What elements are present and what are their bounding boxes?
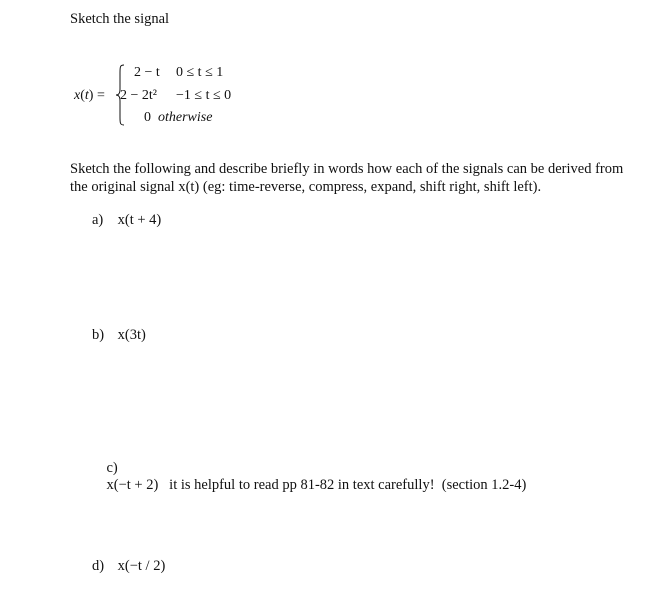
- piecewise-lhs: x(t) =: [74, 88, 105, 103]
- part-b-label: b): [92, 327, 105, 343]
- part-a-label: a): [92, 212, 104, 228]
- part-c: [92, 443, 526, 511]
- part-b-text: x(3t): [117, 327, 146, 343]
- part-d-label: d): [92, 558, 105, 574]
- row-2-expr: 2 − 2t²: [120, 88, 157, 103]
- part-a: [92, 212, 161, 229]
- row-3-expr: 0: [144, 110, 151, 125]
- part-c-text: x(−t + 2) it is helpful to read pp 81-82 in text carefully! (section 1.2-4): [106, 477, 527, 493]
- row-2-condition: −1 ≤ t ≤ 0: [176, 88, 232, 103]
- row-1-expr: 2 − t: [134, 65, 160, 80]
- row-1-condition: 0 ≤ t ≤ 1: [176, 65, 224, 80]
- part-c-label: c): [106, 460, 118, 476]
- part-d-text: x(−t / 2): [117, 558, 166, 574]
- part-d: [92, 558, 165, 575]
- instructions: Sketch the following and describe briefly in words how each of the signals can be derived from the original signal x(t) (eg: time-reverse, compress, expand, shift right, shift left).: [70, 161, 624, 195]
- part-a-text: x(t + 4): [117, 212, 162, 228]
- row-3-condition: otherwise: [158, 110, 213, 125]
- lhs-argument: t: [84, 88, 89, 103]
- piecewise-definition: [74, 63, 274, 127]
- heading: Sketch the signal: [70, 11, 170, 27]
- part-b: [92, 327, 146, 344]
- lhs-function: x: [74, 88, 81, 103]
